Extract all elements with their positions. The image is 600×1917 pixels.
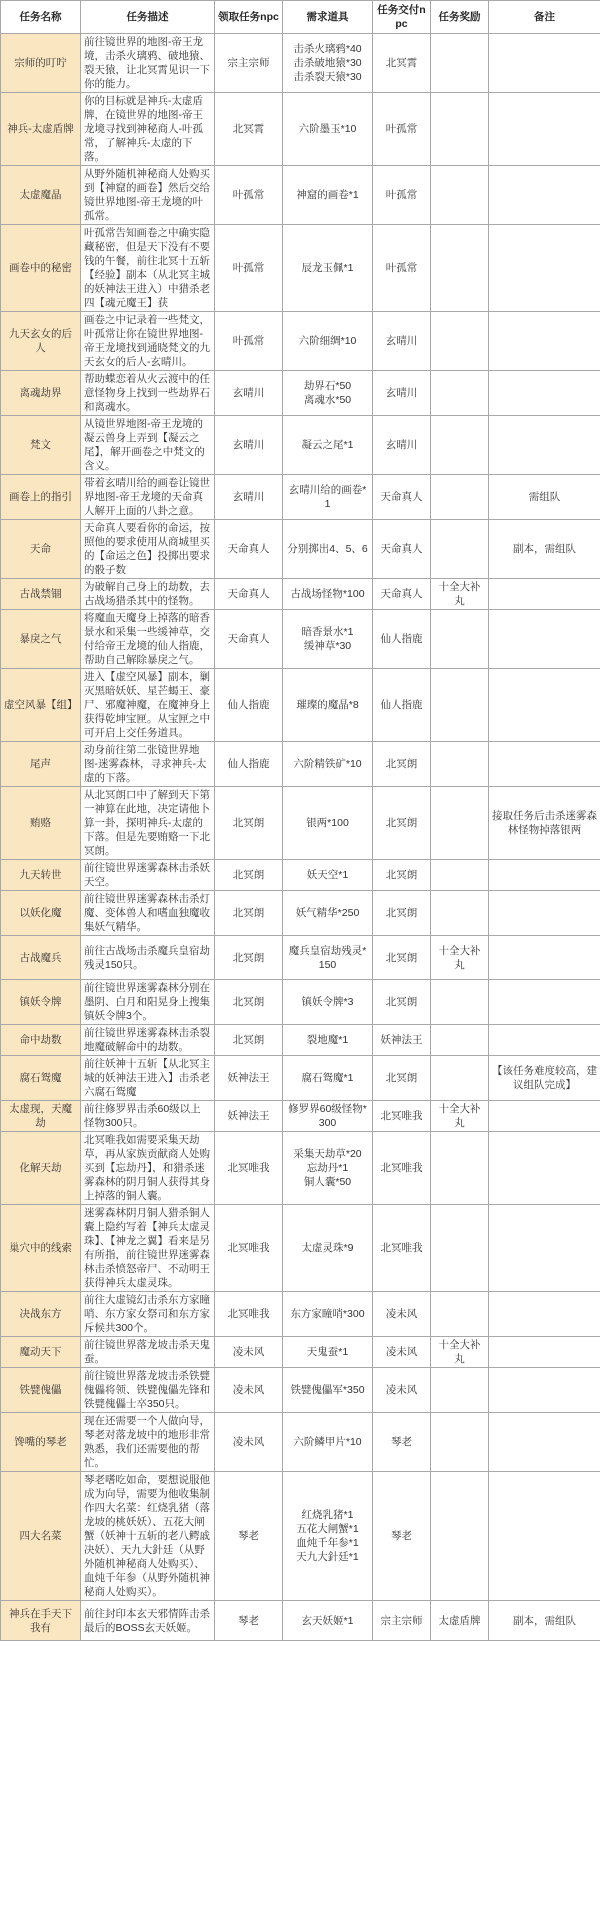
quest-reward — [431, 34, 489, 93]
header-note: 备注 — [489, 1, 600, 34]
turnin-npc: 北冥朗 — [373, 1056, 431, 1101]
quest-name: 铁甓傀儡 — [1, 1368, 81, 1413]
quest-giver-npc: 琴老 — [215, 1601, 283, 1641]
quest-reward — [431, 520, 489, 579]
turnin-npc: 叶孤常 — [373, 93, 431, 166]
quest-note — [489, 166, 600, 225]
quest-reward — [431, 787, 489, 860]
quest-giver-npc: 玄晴川 — [215, 416, 283, 475]
quest-reward — [431, 93, 489, 166]
turnin-npc: 北冥朗 — [373, 787, 431, 860]
turnin-npc: 北冥唯我 — [373, 1205, 431, 1292]
quest-description: 北冥唯我如需要采集天劫草，再从家族贡献商人处购买到【忘劫丹】，和猎杀迷雾森林的阴月铜人获得其身上掉落的铜人囊。 — [81, 1132, 215, 1205]
quest-reward: 十全大补丸 — [431, 1337, 489, 1368]
table-row — [1, 669, 600, 742]
table-row — [1, 860, 600, 891]
turnin-npc: 玄晴川 — [373, 312, 431, 371]
required-items: 璀璨的魔晶*8 — [283, 669, 373, 742]
quest-giver-npc: 仙人指鹿 — [215, 742, 283, 787]
quest-description: 前往镜世界落龙坡击杀铁甓傀儡将领、铁甓傀儡先锋和铁甓傀儡士卒350只。 — [81, 1368, 215, 1413]
quest-note — [489, 1472, 600, 1601]
table-row — [1, 980, 600, 1025]
header-name: 任务名称 — [1, 1, 81, 34]
table-row — [1, 1601, 600, 1641]
turnin-npc: 宗主宗师 — [373, 1601, 431, 1641]
quest-name: 古战魔兵 — [1, 936, 81, 980]
quest-reward — [431, 475, 489, 520]
quest-giver-npc: 妖神法王 — [215, 1101, 283, 1132]
required-items: 玄晴川给的画卷*1 — [283, 475, 373, 520]
quest-description: 带着玄晴川给的画卷让镜世界地图-帝王龙境的天命真人解开上面的八卦之意。 — [81, 475, 215, 520]
table-row — [1, 1025, 600, 1056]
header-row — [1, 1, 600, 34]
quest-note: 接取任务后击杀迷雾森林怪物掉落银两 — [489, 787, 600, 860]
quest-name: 化解天劫 — [1, 1132, 81, 1205]
table-row — [1, 1132, 600, 1205]
required-items: 裂地魔*1 — [283, 1025, 373, 1056]
quest-name: 古战禁锢 — [1, 579, 81, 610]
turnin-npc: 妖神法王 — [373, 1025, 431, 1056]
table-row — [1, 787, 600, 860]
quest-reward — [431, 225, 489, 312]
quest-description: 从野外随机神秘商人处购买到【神窟的画卷】然后交给镜世界地图-帝王龙境的叶孤常。 — [81, 166, 215, 225]
quest-giver-npc: 北冥朗 — [215, 936, 283, 980]
quest-note — [489, 371, 600, 416]
quest-note — [489, 1413, 600, 1472]
quest-giver-npc: 北冥唯我 — [215, 1292, 283, 1337]
turnin-npc: 叶孤常 — [373, 166, 431, 225]
quest-note — [489, 936, 600, 980]
turnin-npc: 凌未风 — [373, 1292, 431, 1337]
table-row — [1, 891, 600, 936]
quest-description: 前往镜世界落龙坡击杀天鬼蚕。 — [81, 1337, 215, 1368]
quest-name: 九天玄女的后人 — [1, 312, 81, 371]
quest-description: 天命真人要看你的命运，按照他的要求使用从商城里买的【命运之色】投掷出要求的骰子数 — [81, 520, 215, 579]
quest-note — [489, 1025, 600, 1056]
quest-note — [489, 742, 600, 787]
quest-description: 前往镜世界迷雾森林击杀妖天空。 — [81, 860, 215, 891]
quest-name: 太虚现，天魔劫 — [1, 1101, 81, 1132]
turnin-npc: 北冥朗 — [373, 860, 431, 891]
turnin-npc: 仙人指鹿 — [373, 669, 431, 742]
table-row — [1, 225, 600, 312]
quest-note — [489, 669, 600, 742]
header-giver: 领取任务npc — [215, 1, 283, 34]
quest-description: 进入【虚空风暴】副本，剿灭黑暗妖妖、星芒蝎王、豪尸、邪魔神魔，在魔神身上获得乾坤宝匣。从宝匣之中可开启上交任务道具。 — [81, 669, 215, 742]
required-items: 妖天空*1 — [283, 860, 373, 891]
required-items: 修罗界60级怪物*300 — [283, 1101, 373, 1132]
quest-description: 迷雾森林阴月铜人猎杀铜人囊上隐约写着【神兵太虚灵珠】、【神龙之翼】看来是另有所指，前往镜世界迷雾森林击杀愤怒帝尸、不动明王获得神兵太虚灵珠。 — [81, 1205, 215, 1292]
turnin-npc: 北冥朗 — [373, 891, 431, 936]
quest-giver-npc: 北冥朗 — [215, 1025, 283, 1056]
quest-giver-npc: 天命真人 — [215, 579, 283, 610]
table-row — [1, 1205, 600, 1292]
turnin-npc: 天命真人 — [373, 579, 431, 610]
quest-description: 从镜世界地图-帝王龙境的凝云兽身上弄到【凝云之尾】，解开画卷之中梵文的含义。 — [81, 416, 215, 475]
turnin-npc: 天命真人 — [373, 475, 431, 520]
quest-giver-npc: 妖神法王 — [215, 1056, 283, 1101]
quest-name: 梵文 — [1, 416, 81, 475]
quest-note: 需组队 — [489, 475, 600, 520]
quest-giver-npc: 玄晴川 — [215, 371, 283, 416]
quest-name: 神兵在手天下我有 — [1, 1601, 81, 1641]
required-items: 铁甓傀儡军*350 — [283, 1368, 373, 1413]
required-items: 银两*100 — [283, 787, 373, 860]
quest-note — [489, 610, 600, 669]
quest-reward — [431, 1413, 489, 1472]
quest-reward — [431, 1292, 489, 1337]
required-items: 暗香景水*1 缓神草*30 — [283, 610, 373, 669]
quest-name: 决战东方 — [1, 1292, 81, 1337]
quest-name: 以妖化魔 — [1, 891, 81, 936]
quest-giver-npc: 宗主宗师 — [215, 34, 283, 93]
required-items: 凝云之尾*1 — [283, 416, 373, 475]
turnin-npc: 玄晴川 — [373, 371, 431, 416]
quest-name: 巢穴中的线索 — [1, 1205, 81, 1292]
quest-reward — [431, 742, 489, 787]
quest-reward — [431, 891, 489, 936]
required-items: 腐石鸳魔*1 — [283, 1056, 373, 1101]
required-items: 分别掷出4、5、6 — [283, 520, 373, 579]
quest-giver-npc: 北冥朗 — [215, 787, 283, 860]
quest-name: 尾声 — [1, 742, 81, 787]
quest-reward — [431, 312, 489, 371]
quest-note — [489, 1337, 600, 1368]
quest-description: 前往修罗界击杀60级以上怪物300只。 — [81, 1101, 215, 1132]
quest-giver-npc: 天命真人 — [215, 520, 283, 579]
table-row — [1, 579, 600, 610]
quest-reward — [431, 371, 489, 416]
table-row — [1, 371, 600, 416]
turnin-npc: 天命真人 — [373, 520, 431, 579]
header-reward: 任务奖励 — [431, 1, 489, 34]
quest-note — [489, 1205, 600, 1292]
quest-description: 将魔血天魔身上掉落的暗香景水和采集一些缓神草，交付给帝王龙境的仙人指鹿，帮助自己解除暴戾之气。 — [81, 610, 215, 669]
quest-giver-npc: 琴老 — [215, 1472, 283, 1601]
quest-note — [489, 1101, 600, 1132]
quest-reward — [431, 610, 489, 669]
turnin-npc: 玄晴川 — [373, 416, 431, 475]
quest-giver-npc: 天命真人 — [215, 610, 283, 669]
table-row — [1, 475, 600, 520]
quest-name: 四大名菜 — [1, 1472, 81, 1601]
quest-giver-npc: 仙人指鹿 — [215, 669, 283, 742]
turnin-npc: 凌未风 — [373, 1368, 431, 1413]
quest-reward — [431, 1205, 489, 1292]
quest-description: 前往妖神十五斩【从北冥主城的妖神法王进入】击杀老六腐石鸳魔 — [81, 1056, 215, 1101]
quest-reward: 十全大补丸 — [431, 579, 489, 610]
turnin-npc: 琴老 — [373, 1472, 431, 1601]
required-items: 采集天劫草*20 忘劫丹*1 铜人囊*50 — [283, 1132, 373, 1205]
quest-description: 动身前往第二张镜世界地图-迷雾森林，寻求神兵-太虚的下落。 — [81, 742, 215, 787]
quest-note — [489, 980, 600, 1025]
quest-description: 为破解自己身上的劫数，去古战场猎杀其中的怪物。 — [81, 579, 215, 610]
quest-reward — [431, 166, 489, 225]
quest-note: 【该任务难度较高，建议组队完成】 — [489, 1056, 600, 1101]
quest-name: 魔动天下 — [1, 1337, 81, 1368]
header-items: 需求道具 — [283, 1, 373, 34]
quest-description: 前往大虚镜幻击杀东方家瞳哨、东方家女祭司和东方家斥候共300个。 — [81, 1292, 215, 1337]
header-desc: 任务描述 — [81, 1, 215, 34]
quest-description: 从北冥朗口中了解到天下第一神算在此地，决定请他卜算一卦，探明神兵-太虚的下落。但是先要贿赂一下北冥朗。 — [81, 787, 215, 860]
turnin-npc: 北冥朗 — [373, 980, 431, 1025]
turnin-npc: 北冥唯我 — [373, 1132, 431, 1205]
quest-giver-npc: 北冥唯我 — [215, 1205, 283, 1292]
quest-name: 馋嘴的琴老 — [1, 1413, 81, 1472]
quest-reward — [431, 980, 489, 1025]
table-row — [1, 610, 600, 669]
quest-reward — [431, 1025, 489, 1056]
required-items: 辰龙玉佩*1 — [283, 225, 373, 312]
required-items: 镇妖令牌*3 — [283, 980, 373, 1025]
required-items: 天鬼蚕*1 — [283, 1337, 373, 1368]
quest-description: 前往镜世界迷雾森林分别在墨阴、白月和阳晃身上搜集镇妖令牌3个。 — [81, 980, 215, 1025]
quest-name: 命中劫数 — [1, 1025, 81, 1056]
table-row — [1, 742, 600, 787]
quest-description: 帮助蝶恋着从火云渡中的任意怪物身上找到一些劫界石和离魂水。 — [81, 371, 215, 416]
required-items: 太虚灵珠*9 — [283, 1205, 373, 1292]
table-row — [1, 312, 600, 371]
table-row — [1, 520, 600, 579]
required-items: 劫界石*50 离魂水*50 — [283, 371, 373, 416]
required-items: 六阶鳞甲片*10 — [283, 1413, 373, 1472]
turnin-npc: 凌未风 — [373, 1337, 431, 1368]
table-row — [1, 1056, 600, 1101]
quest-giver-npc: 凌未风 — [215, 1337, 283, 1368]
quest-name: 腐石鸳魔 — [1, 1056, 81, 1101]
table-row — [1, 1413, 600, 1472]
quest-giver-npc: 叶孤常 — [215, 225, 283, 312]
quest-note — [489, 579, 600, 610]
required-items: 魔兵皇宿劫残灵*150 — [283, 936, 373, 980]
quest-note — [489, 860, 600, 891]
required-items: 击杀火璃鸦*40 击杀破地猿*30 击杀裂天猿*30 — [283, 34, 373, 93]
quest-giver-npc: 叶孤常 — [215, 166, 283, 225]
turnin-npc: 北冥唯我 — [373, 1101, 431, 1132]
turnin-npc: 北冥霄 — [373, 34, 431, 93]
quest-giver-npc: 北冥唯我 — [215, 1132, 283, 1205]
table-row — [1, 1368, 600, 1413]
quest-note — [489, 1292, 600, 1337]
table-row — [1, 416, 600, 475]
quest-reward — [431, 1132, 489, 1205]
quest-description: 叶孤常告知画卷之中确实隐藏秘密，但是天下没有不要钱的午餐，前往北冥十五斩【经验】副本（从北冥主城的妖神法王进入）中猎杀老四【魂元魔王】获 — [81, 225, 215, 312]
quest-description: 画卷之中记录着一些梵文，叶孤常让你在镜世界地图-帝王龙境找到通晓梵文的九天玄女的后人-玄晴川。 — [81, 312, 215, 371]
turnin-npc: 北冥朗 — [373, 742, 431, 787]
quest-giver-npc: 玄晴川 — [215, 475, 283, 520]
table-row — [1, 93, 600, 166]
quest-reward — [431, 669, 489, 742]
required-items: 神窟的画卷*1 — [283, 166, 373, 225]
quest-giver-npc: 北冥朗 — [215, 980, 283, 1025]
required-items: 东方家瞳哨*300 — [283, 1292, 373, 1337]
quest-note — [489, 1132, 600, 1205]
quest-description: 琴老嗜吃如命，要想说服他成为向导，需要为他收集制作四大名菜：红烧乳猪（落龙坡的桃妖妖）、五花大闸蟹（妖神十五斩的老八鳄戚决妖）、天九大針廷（从野外随机神秘商人处购买）、血炖千年参（从野外随机神秘商人处购买）。 — [81, 1472, 215, 1601]
quest-reward — [431, 1472, 489, 1601]
quest-note — [489, 34, 600, 93]
quest-name: 画卷中的秘密 — [1, 225, 81, 312]
quest-reward: 十全大补丸 — [431, 936, 489, 980]
turnin-npc: 北冥朗 — [373, 936, 431, 980]
table-row — [1, 936, 600, 980]
quest-note — [489, 1368, 600, 1413]
quest-description: 前往镜世界迷雾森林击杀灯魔、变体兽人和嗜血独魔收集妖气精华。 — [81, 891, 215, 936]
required-items: 六阶精铁矿*10 — [283, 742, 373, 787]
quest-reward: 太虚盾牌 — [431, 1601, 489, 1641]
quest-note: 副本，需组队 — [489, 520, 600, 579]
quest-name: 离魂劫界 — [1, 371, 81, 416]
quest-giver-npc: 北冥霄 — [215, 93, 283, 166]
quest-name: 暴戾之气 — [1, 610, 81, 669]
quest-description: 前往镜世界的地图-帝王龙境，击杀火璃鸦、破地猿、裂天猿，让北冥霄见识一下你的能力。 — [81, 34, 215, 93]
quest-note — [489, 891, 600, 936]
required-items: 古战场怪物*100 — [283, 579, 373, 610]
quest-name: 神兵-太虚盾牌 — [1, 93, 81, 166]
turnin-npc: 叶孤常 — [373, 225, 431, 312]
table-row — [1, 34, 600, 93]
quest-name: 天命 — [1, 520, 81, 579]
table-row — [1, 1337, 600, 1368]
quest-giver-npc: 北冥朗 — [215, 891, 283, 936]
required-items: 玄天妖姬*1 — [283, 1601, 373, 1641]
quest-description: 你的目标就是神兵-太虚盾牌，在镜世界的地图-帝王龙境寻找到神秘商人-叶孤常，了解神兵-太虚的下落。 — [81, 93, 215, 166]
quest-name: 贿赂 — [1, 787, 81, 860]
quest-description: 前往镜世界迷雾森林击杀裂地魔破解命中的劫数。 — [81, 1025, 215, 1056]
quest-name: 九天转世 — [1, 860, 81, 891]
quest-name: 太虚魔晶 — [1, 166, 81, 225]
quest-name: 画卷上的指引 — [1, 475, 81, 520]
quest-note — [489, 93, 600, 166]
turnin-npc: 琴老 — [373, 1413, 431, 1472]
quest-reward — [431, 416, 489, 475]
required-items: 六阶墨玉*10 — [283, 93, 373, 166]
quest-giver-npc: 凌未风 — [215, 1413, 283, 1472]
table-row — [1, 166, 600, 225]
quest-reward — [431, 1056, 489, 1101]
quest-reward — [431, 860, 489, 891]
required-items: 妖气精华*250 — [283, 891, 373, 936]
quest-note — [489, 312, 600, 371]
quest-reward: 十全大补丸 — [431, 1101, 489, 1132]
table-row — [1, 1101, 600, 1132]
quest-giver-npc: 北冥朗 — [215, 860, 283, 891]
quest-reward — [431, 1368, 489, 1413]
quest-description: 现在还需要一个人做向导，琴老对落龙坡中的地形非常熟悉，我们还需要他的帮忙。 — [81, 1413, 215, 1472]
quest-note: 副本，需组队 — [489, 1601, 600, 1641]
quest-note — [489, 416, 600, 475]
quest-giver-npc: 凌未风 — [215, 1368, 283, 1413]
quest-name: 虚空风暴【组】 — [1, 669, 81, 742]
turnin-npc: 仙人指鹿 — [373, 610, 431, 669]
quest-note — [489, 225, 600, 312]
quest-giver-npc: 叶孤常 — [215, 312, 283, 371]
table-row — [1, 1292, 600, 1337]
required-items: 六阶细绸*10 — [283, 312, 373, 371]
quest-name: 镇妖令牌 — [1, 980, 81, 1025]
required-items: 红烧乳猪*1 五花大闸蟹*1 血炖千年参*1 天九大針廷*1 — [283, 1472, 373, 1601]
table-row — [1, 1472, 600, 1601]
quest-description: 前往封印本玄天邪情阵击杀最后的BOSS玄天妖姬。 — [81, 1601, 215, 1641]
quest-description: 前往古战场击杀魔兵皇宿劫残灵150只。 — [81, 936, 215, 980]
quest-name: 宗师的叮咛 — [1, 34, 81, 93]
header-turnin: 任务交付npc — [373, 1, 431, 34]
